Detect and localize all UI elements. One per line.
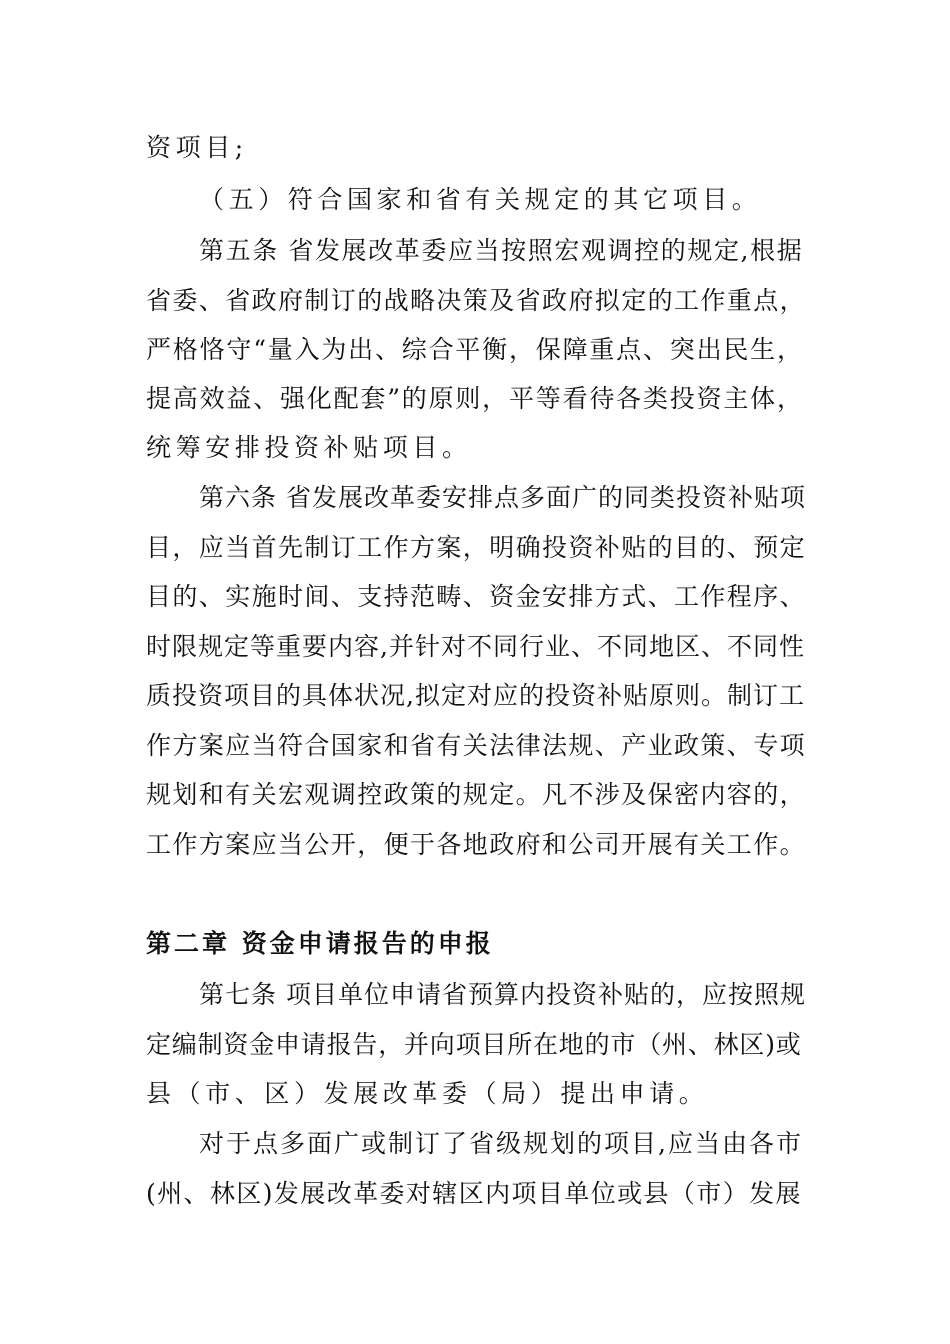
paragraph-line: 省委、省政府制订的战略决策及省政府拟定的工作重点，	[146, 286, 807, 315]
paragraph-line: 目，应当首先制订工作方案，明确投资补贴的目的、预定	[146, 533, 807, 562]
paragraph-line: （五）符合国家和省有关规定的其它项目。	[199, 185, 762, 214]
paragraph-line: 工作方案应当公开，便于各地政府和公司开展有关工作。	[146, 830, 807, 859]
paragraph-line: (州、林区)发展改革委对辖区内项目单位或县（市）发展	[146, 1179, 802, 1208]
paragraph-line: 资项目;	[146, 133, 248, 162]
paragraph-line: 目的、实施时间、支持范畴、资金安排方式、工作程序、	[146, 582, 807, 611]
paragraph-line: 第五条 省发展改革委应当按照宏观调控的规定,根据	[199, 236, 804, 265]
paragraph-line: 定编制资金申请报告，并向项目所在地的市（州、林区)或	[146, 1030, 802, 1059]
paragraph-line: 时限规定等重要内容,并针对不同行业、不同地区、不同性	[146, 632, 805, 661]
paragraph-line: 作方案应当符合国家和省有关法律法规、产业政策、专项	[146, 731, 807, 760]
paragraph-line: 对于点多面广或制订了省级规划的项目,应当由各市	[199, 1129, 803, 1158]
paragraph-line: 质投资项目的具体状况,拟定对应的投资补贴原则。制订工	[146, 681, 805, 710]
paragraph-line: 县（市、区）发展改革委（局）提出申请。	[146, 1079, 709, 1108]
paragraph-line: 规划和有关宏观调控政策的规定。凡不涉及保密内容的，	[146, 780, 807, 809]
paragraph-line: 提高效益、强化配套”的原则，平等看待各类投资主体，	[146, 384, 804, 413]
paragraph-line: 第七条 项目单位申请省预算内投资补贴的，应按照规	[199, 980, 806, 1009]
paragraph-line: 第六条 省发展改革委安排点多面广的同类投资补贴项	[199, 483, 806, 512]
paragraph-line: 严格恪守“量入为出、综合平衡，保障重点、突出民生，	[146, 335, 804, 364]
chapter-heading: 第二章 资金申请报告的申报	[146, 929, 494, 958]
paragraph-line: 统筹安排投资补贴项目。	[146, 433, 472, 462]
